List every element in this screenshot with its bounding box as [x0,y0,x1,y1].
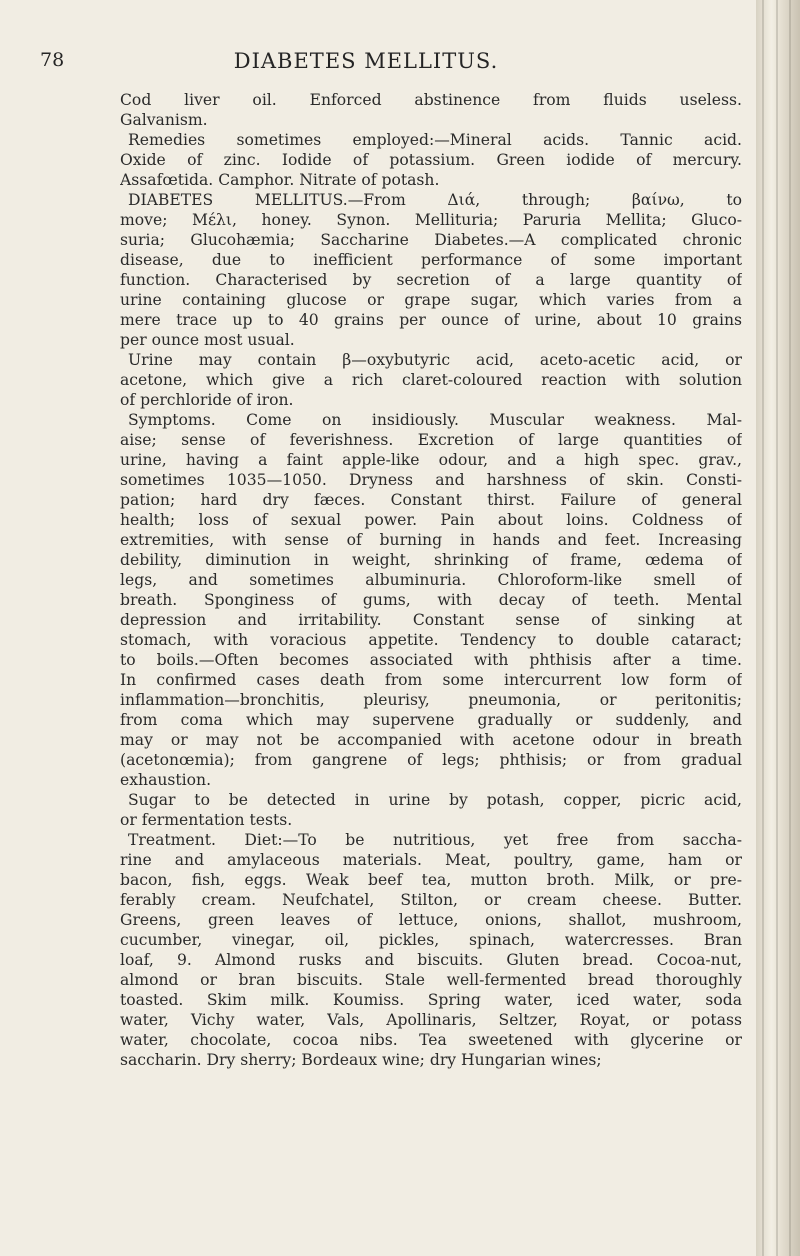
text-line: health; loss of sexual power. Pain about loins. Coldness of [120,511,742,529]
page-number: 78 [40,49,65,71]
text-line: Treatment. Diet:—To be nutritious, yet free from saccha- [128,831,742,849]
text-line: extremities, with sense of burning in hands and feet. Increasing [120,531,742,549]
text-line: aise; sense of feverishness. Excretion of large quantities of [120,431,742,449]
text-line: In confirmed cases death from some intercurrent low form of [120,671,742,689]
text-line: Oxide of zinc. Iodide of potassium. Green iodide of mercury. [120,151,742,169]
text-line: water, Vichy water, Vals, Apollinaris, Seltzer, Royat, or potass [120,1011,742,1029]
paragraph [120,410,742,790]
text-line: per ounce most usual. [120,331,295,349]
text-line: Remedies sometimes employed:—Mineral acids. Tannic acid. [128,131,742,149]
text-line: function. Characterised by secretion of a large quantity of [120,271,742,289]
text-line: Greens, green leaves of lettuce, onions, shallot, mushroom, [120,911,742,929]
text-line: or fermentation tests. [120,811,293,829]
running-title: DIABETES MELLITUS. [233,49,499,73]
text-line: bacon, fish, eggs. Weak beef tea, mutton broth. Milk, or pre- [120,871,742,889]
text-line: acetone, which give a rich claret-coloured reaction with solution [120,371,742,389]
text-line: water, chocolate, cocoa nibs. Tea sweetened with glycerine or [120,1031,742,1049]
text-line: saccharin. Dry sherry; Bordeaux wine; dry Hungarian wines; [120,1051,602,1069]
text-line: cucumber, vinegar, oil, pickles, spinach, watercresses. Bran [120,931,742,949]
paragraph [120,350,742,410]
page-header [0,49,762,73]
text-line: DIABETES MELLITUS.—From Διά, through; βαίνω, to [128,191,742,209]
text-line: Galvanism. [120,111,208,129]
text-line: may or may not be accompanied with acetone odour in breath [120,731,742,749]
text-line: rine and amylaceous materials. Meat, poultry, game, ham or [120,851,742,869]
text-line: (acetonœmia); from gangrene of legs; phthisis; or from gradual [120,751,742,769]
text-line: of perchloride of iron. [120,391,294,409]
text-line: loaf, 9. Almond rusks and biscuits. Gluten bread. Cocoa-nut, [120,951,742,969]
text-line: inflammation—bronchitis, pleurisy, pneumonia, or peritonitis; [120,691,742,709]
text-line: exhaustion. [120,771,212,789]
page-body-text [120,90,742,1070]
text-line: Urine may contain β—oxybutyric acid, aceto-acetic acid, or [128,351,742,369]
adjacent-page-edge [756,0,800,1256]
paragraph [120,90,742,130]
text-line: pation; hard dry fæces. Constant thirst. Failure of general [120,491,742,509]
text-line: move; Μέλι, honey. Synon. Mellituria; Paruria Mellita; Gluco- [120,211,742,229]
text-line: Symptoms. Come on insidiously. Muscular weakness. Mal- [128,411,742,429]
text-line: Sugar to be detected in urine by potash, copper, picric acid, [128,791,742,809]
paragraph [120,130,742,190]
paragraph [120,830,742,1070]
text-line: breath. Sponginess of gums, with decay of teeth. Mental [120,591,742,609]
paragraph [120,790,742,830]
text-line: Cod liver oil. Enforced abstinence from fluids useless. [120,91,742,109]
text-line: suria; Glucohæmia; Saccharine Diabetes.—A complicated chronic [120,231,742,249]
text-line: disease, due to inefficient performance of some important [120,251,742,269]
text-line: debility, diminution in weight, shrinking of frame, œdema of [120,551,742,569]
text-line: toasted. Skim milk. Koumiss. Spring water, iced water, soda [120,991,742,1009]
text-line: almond or bran biscuits. Stale well-fermented bread thoroughly [120,971,742,989]
text-line: ferably cream. Neufchatel, Stilton, or cream cheese. Butter. [120,891,742,909]
text-line: stomach, with voracious appetite. Tendency to double cataract; [120,631,742,649]
text-line: urine, having a faint apple-like odour, and a high spec. grav., [120,451,742,469]
text-line: mere trace up to 40 grains per ounce of urine, about 10 grains [120,311,742,329]
text-line: Assafœtida. Camphor. Nitrate of potash. [120,171,440,189]
text-line: legs, and sometimes albuminuria. Chloroform-like smell of [120,571,742,589]
text-line: depression and irritability. Constant sense of sinking at [120,611,742,629]
text-line: to boils.—Often becomes associated with phthisis after a time. [120,651,742,669]
paragraph [120,190,742,350]
text-line: sometimes 1035—1050. Dryness and harshness of skin. Consti- [120,471,742,489]
text-line: from coma which may supervene gradually or suddenly, and [120,711,742,729]
text-line: urine containing glucose or grape sugar, which varies from a [120,291,742,309]
